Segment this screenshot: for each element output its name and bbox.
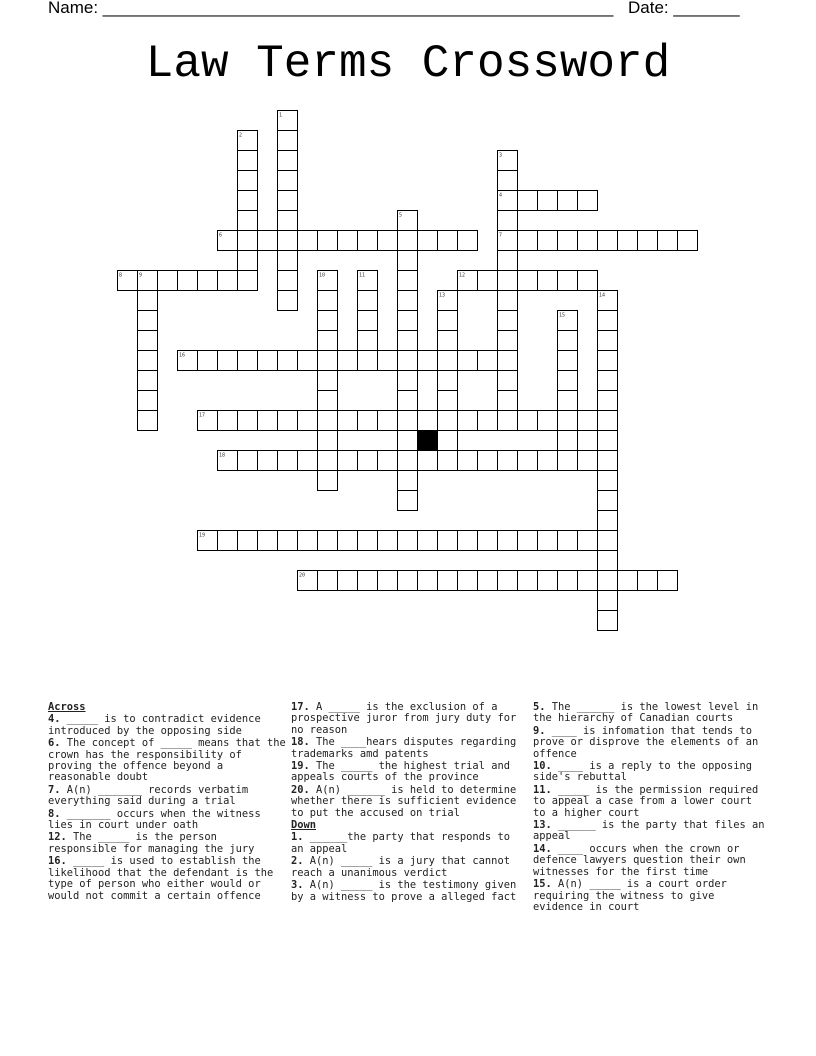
clue-number: 11.: [533, 783, 552, 796]
grid-cell[interactable]: [578, 271, 598, 291]
grid-cell[interactable]: [438, 391, 458, 411]
grid-cell[interactable]: [558, 451, 578, 471]
clue-item: [533, 844, 769, 878]
grid-cell[interactable]: [618, 571, 638, 591]
clue-number: 8.: [48, 807, 61, 820]
grid-cell[interactable]: [598, 451, 618, 471]
grid-cell[interactable]: [298, 451, 318, 471]
grid-cell[interactable]: [678, 231, 698, 251]
clue-number-label: 9: [139, 272, 143, 279]
grid-cell[interactable]: [438, 451, 458, 471]
grid-cell[interactable]: [558, 271, 578, 291]
clue-item: [48, 714, 286, 737]
grid-cell[interactable]: [258, 411, 278, 431]
grid-cell[interactable]: [298, 351, 318, 371]
clue-number-label: 18: [219, 452, 226, 459]
clue-number: 7.: [48, 783, 61, 796]
grid-cell[interactable]: [478, 531, 498, 551]
grid-cell[interactable]: [598, 471, 618, 491]
clue-number: 18.: [291, 736, 310, 749]
grid-cell[interactable]: [458, 231, 478, 251]
grid-cell[interactable]: [278, 531, 298, 551]
grid-cell[interactable]: [138, 411, 158, 431]
grid-cell[interactable]: [138, 391, 158, 411]
grid-cell[interactable]: [258, 531, 278, 551]
grid-cell[interactable]: [278, 451, 298, 471]
clue-item: [291, 702, 527, 736]
grid-cell[interactable]: [578, 191, 598, 211]
grid-cell[interactable]: [358, 231, 378, 251]
grid-cell[interactable]: [558, 391, 578, 411]
grid-cell[interactable]: [318, 391, 338, 411]
clue-item: [533, 702, 769, 725]
clue-text: _____ is used to establish the likelihood that the defendant is the type of person who either would or would not commit a certain offence: [48, 855, 274, 902]
grid-cell[interactable]: [278, 271, 298, 291]
grid-cell[interactable]: [418, 411, 438, 431]
grid-cell[interactable]: [478, 411, 498, 431]
grid-cell[interactable]: [358, 451, 378, 471]
grid-cell[interactable]: [438, 531, 458, 551]
grid-cell[interactable]: [658, 571, 678, 591]
clue-item: [291, 832, 527, 855]
grid-cell[interactable]: [238, 151, 258, 171]
grid-cell[interactable]: [438, 231, 458, 251]
grid-cell[interactable]: [598, 591, 618, 611]
grid-cell[interactable]: [438, 571, 458, 591]
grid-cell[interactable]: [598, 411, 618, 431]
grid-cell[interactable]: [318, 531, 338, 551]
grid-cell[interactable]: [418, 571, 438, 591]
date-field[interactable]: Date: _______: [628, 0, 740, 17]
grid-cell[interactable]: [238, 531, 258, 551]
grid-cell[interactable]: [458, 411, 478, 431]
clue-text: ____ occurs when the crown or defence lawyers question their own witnesses for the first time: [533, 842, 746, 878]
clue-number: 9.: [533, 724, 546, 737]
grid-cell[interactable]: [398, 491, 418, 511]
grid-cell[interactable]: [238, 271, 258, 291]
clue-number: 1.: [291, 831, 304, 844]
page-title: Law Terms Crossword: [145, 38, 671, 90]
clue-item: [533, 820, 769, 843]
grid-cell[interactable]: [578, 451, 598, 471]
grid-cell[interactable]: [518, 571, 538, 591]
grid-cell[interactable]: [558, 231, 578, 251]
clue-item: [291, 737, 527, 760]
clue-text: A(n) ______ is held to determine whether there is sufficient evidence to put the accused on trial: [291, 783, 517, 819]
grid-cell[interactable]: [558, 571, 578, 591]
grid-cell[interactable]: [338, 231, 358, 251]
grid-cell[interactable]: [498, 351, 518, 371]
grid-cell[interactable]: [658, 231, 678, 251]
clue-number: 13.: [533, 819, 552, 832]
grid-cell[interactable]: [278, 211, 298, 231]
clue-text: A(n) _____ is a court order requiring the witness to give evidence in court: [533, 878, 727, 913]
clue-number-label: 20: [299, 572, 306, 579]
grid-cell[interactable]: [398, 571, 418, 591]
clue-item: [533, 761, 769, 784]
grid-cell[interactable]: [378, 351, 398, 371]
clue-number-label: 8: [119, 272, 123, 279]
clue-number-label: 16: [179, 352, 186, 359]
grid-cell[interactable]: [478, 451, 498, 471]
clue-number: 2.: [291, 855, 304, 868]
grid-cell[interactable]: [338, 351, 358, 371]
clue-number-label: 5: [399, 212, 403, 219]
clue-text: A(n) _____ is a jury that cannot reach a unanimous verdict: [291, 855, 510, 879]
grid-cell[interactable]: [618, 231, 638, 251]
clue-number: 20.: [291, 783, 310, 796]
grid-cell[interactable]: [138, 351, 158, 371]
grid-cell[interactable]: [138, 311, 158, 331]
clue-number-label: 4: [499, 192, 503, 199]
clue-number: 17.: [291, 701, 310, 713]
grid-cell[interactable]: [598, 371, 618, 391]
grid-cell[interactable]: [458, 351, 478, 371]
grid-cell[interactable]: [598, 491, 618, 511]
grid-cell[interactable]: [598, 391, 618, 411]
grid-cell[interactable]: [558, 351, 578, 371]
grid-cell[interactable]: [518, 411, 538, 431]
grid-cell[interactable]: [278, 411, 298, 431]
grid-cell[interactable]: [398, 291, 418, 311]
clue-item: [533, 726, 769, 760]
clue-number-label: 19: [199, 532, 206, 539]
grid-cell[interactable]: [358, 311, 378, 331]
grid-cell[interactable]: [518, 271, 538, 291]
clue-item: [533, 785, 769, 819]
grid-cell[interactable]: [538, 411, 558, 431]
clue-item: [48, 785, 286, 808]
grid-cell[interactable]: [518, 191, 538, 211]
clue-number-label: 13: [439, 292, 446, 299]
grid-cell[interactable]: [378, 451, 398, 471]
grid-cell[interactable]: [398, 351, 418, 371]
clue-item: [48, 832, 286, 855]
grid-cell[interactable]: [398, 431, 418, 451]
clue-text: ______ is the party that files an appeal: [533, 819, 765, 843]
grid-cell[interactable]: [398, 271, 418, 291]
grid-cell[interactable]: [598, 311, 618, 331]
clue-number: 4.: [48, 713, 61, 726]
grid-cell[interactable]: [638, 231, 658, 251]
grid-cell[interactable]: [378, 231, 398, 251]
grid-cell[interactable]: [218, 351, 238, 371]
grid-cell[interactable]: [558, 531, 578, 551]
clue-number: 15.: [533, 878, 552, 891]
grid-cell[interactable]: [598, 531, 618, 551]
clue-number-label: 7: [499, 232, 503, 239]
grid-cell[interactable]: [338, 531, 358, 551]
grid-cell[interactable]: [578, 571, 598, 591]
grid-cell[interactable]: [518, 531, 538, 551]
grid-cell[interactable]: [578, 231, 598, 251]
clue-text: The ____hears disputes regarding trademarks amd patents: [291, 736, 517, 760]
grid-cell[interactable]: [278, 131, 298, 151]
clue-text: A(n) _____ is the testimony given by a witness to prove a alleged fact: [291, 879, 517, 903]
clue-text: A _____ is the exclusion of a prospective juror from jury duty for no reason: [291, 701, 517, 736]
grid-cell[interactable]: [458, 451, 478, 471]
clue-text: _____ is the permission required to appeal a case from a lower court to a higher court: [533, 783, 759, 819]
across-heading: Across: [48, 701, 86, 713]
grid-cell[interactable]: [358, 351, 378, 371]
grid-cell[interactable]: [598, 431, 618, 451]
clue-text: ____ is a reply to the opposing side's rebuttal: [533, 760, 752, 784]
grid-cell[interactable]: [538, 191, 558, 211]
grid-cell[interactable]: [598, 351, 618, 371]
grid-cell[interactable]: [398, 451, 418, 471]
grid-cell[interactable]: [418, 351, 438, 371]
grid-cell[interactable]: [338, 451, 358, 471]
clue-number-label: 10: [319, 272, 326, 279]
clue-number: 6.: [48, 737, 61, 750]
grid-cell[interactable]: [238, 231, 258, 251]
grid-cell[interactable]: [318, 571, 338, 591]
grid-cell[interactable]: [278, 291, 298, 311]
clue-text: The _____ is the person responsible for managing the jury: [48, 831, 255, 855]
grid-cell[interactable]: [338, 411, 358, 431]
clue-text: A(n) _______ records verbatim everything said during a trial: [48, 783, 249, 808]
grid-cell[interactable]: [538, 571, 558, 591]
grid-cell[interactable]: [418, 231, 438, 251]
grid-cell[interactable]: [278, 251, 298, 271]
clue-number: 12.: [48, 831, 67, 844]
grid-cell[interactable]: [498, 531, 518, 551]
clue-item: [533, 879, 769, 913]
clue-item: [291, 880, 527, 903]
grid-cell[interactable]: [358, 291, 378, 311]
clue-text: The concept of _____ means that the crown has the responsibility of proving the offence beyond a reasonable doubt: [48, 737, 286, 784]
grid-cell[interactable]: [418, 451, 438, 471]
grid-cell[interactable]: [238, 171, 258, 191]
grid-cell[interactable]: [138, 371, 158, 391]
grid-cell[interactable]: [318, 331, 338, 351]
grid-cell[interactable]: [478, 351, 498, 371]
grid-cell[interactable]: [158, 271, 178, 291]
grid-cell[interactable]: [278, 191, 298, 211]
grid-cell[interactable]: [318, 371, 338, 391]
grid-cell[interactable]: [278, 231, 298, 251]
grid-cell[interactable]: [218, 271, 238, 291]
grid-cell[interactable]: [418, 531, 438, 551]
grid-cell[interactable]: [498, 251, 518, 271]
grid-cell[interactable]: [598, 611, 618, 631]
grid-cell[interactable]: [438, 351, 458, 371]
grid-cell[interactable]: [238, 191, 258, 211]
grid-cell[interactable]: [478, 571, 498, 591]
clue-item: [48, 809, 286, 832]
grid-cell[interactable]: [518, 451, 538, 471]
clue-number-label: 14: [599, 292, 606, 299]
clue-text: ______the party that responds to an appeal: [291, 831, 510, 855]
clue-number-label: 12: [459, 272, 466, 279]
grid-cell[interactable]: [358, 571, 378, 591]
clue-number: 16.: [48, 855, 67, 868]
clue-number: 3.: [291, 879, 304, 892]
grid-cell[interactable]: [218, 411, 238, 431]
grid-cell[interactable]: [438, 411, 458, 431]
grid-cell[interactable]: [218, 531, 238, 551]
grid-cell[interactable]: [378, 571, 398, 591]
grid-cell[interactable]: [358, 411, 378, 431]
grid-cell[interactable]: [558, 371, 578, 391]
clue-number: 14.: [533, 842, 552, 855]
grid-cell[interactable]: [498, 371, 518, 391]
clue-number-label: 1: [279, 112, 283, 119]
grid-cell[interactable]: [598, 511, 618, 531]
grid-cell[interactable]: [498, 211, 518, 231]
black-cell: [418, 431, 438, 451]
grid-cell[interactable]: [598, 331, 618, 351]
grid-cell[interactable]: [438, 431, 458, 451]
grid-cell[interactable]: [518, 231, 538, 251]
grid-cell[interactable]: [498, 271, 518, 291]
grid-cell[interactable]: [498, 311, 518, 331]
grid-cell[interactable]: [398, 231, 418, 251]
grid-cell[interactable]: [318, 291, 338, 311]
grid-cell[interactable]: [378, 411, 398, 431]
clue-number-label: 3: [499, 152, 503, 159]
grid-cell[interactable]: [398, 371, 418, 391]
grid-cell[interactable]: [318, 351, 338, 371]
clue-number: 10.: [533, 760, 552, 773]
grid-cell[interactable]: [358, 331, 378, 351]
clues-column-1: [48, 702, 286, 903]
grid-cell[interactable]: [558, 431, 578, 451]
grid-cell[interactable]: [398, 331, 418, 351]
clue-number-label: 17: [199, 412, 206, 419]
grid-cell[interactable]: [278, 351, 298, 371]
grid-cell[interactable]: [558, 411, 578, 431]
grid-cell[interactable]: [498, 411, 518, 431]
grid-cell[interactable]: [398, 311, 418, 331]
grid-cell[interactable]: [238, 211, 258, 231]
grid-cell[interactable]: [458, 571, 478, 591]
grid-cell[interactable]: [498, 571, 518, 591]
clue-number-label: 2: [239, 132, 243, 139]
grid-cell[interactable]: [198, 351, 218, 371]
clue-item: [48, 738, 286, 784]
clue-item: [291, 785, 527, 819]
clue-text: _____ is to contradict evidence introduced by the opposing side: [48, 713, 261, 737]
grid-cell[interactable]: [438, 331, 458, 351]
clue-text: The _____ the highest trial and appeals courts of the province: [291, 760, 510, 784]
grid-cell[interactable]: [538, 531, 558, 551]
grid-cell[interactable]: [598, 551, 618, 571]
grid-cell[interactable]: [538, 451, 558, 471]
grid-cell[interactable]: [538, 271, 558, 291]
clue-text: _______ occurs when the witness lies in court under oath: [48, 807, 261, 832]
grid-cell[interactable]: [318, 431, 338, 451]
name-field[interactable]: Name: ______________________________________________________: [48, 0, 614, 17]
grid-cell[interactable]: [498, 291, 518, 311]
grid-cell[interactable]: [318, 411, 338, 431]
clue-number-label: 6: [219, 232, 223, 239]
grid-cell[interactable]: [578, 531, 598, 551]
grid-cell[interactable]: [398, 411, 418, 431]
grid-cell[interactable]: [258, 451, 278, 471]
grid-cell[interactable]: [318, 311, 338, 331]
grid-cell[interactable]: [498, 451, 518, 471]
grid-cell[interactable]: [258, 351, 278, 371]
grid-cell[interactable]: [498, 391, 518, 411]
grid-cell[interactable]: [338, 571, 358, 591]
grid-cell[interactable]: [398, 251, 418, 271]
grid-cell[interactable]: [138, 291, 158, 311]
grid-cell[interactable]: [258, 231, 278, 251]
grid-cell[interactable]: [598, 231, 618, 251]
grid-cell[interactable]: [318, 451, 338, 471]
grid-cell[interactable]: [298, 531, 318, 551]
grid-cell[interactable]: [298, 411, 318, 431]
grid-cell[interactable]: [278, 151, 298, 171]
down-heading: Down: [291, 819, 317, 832]
grid-cell[interactable]: [598, 571, 618, 591]
grid-cell[interactable]: [398, 471, 418, 491]
clue-number: 19.: [291, 760, 310, 773]
grid-cell[interactable]: [478, 271, 498, 291]
grid-cell[interactable]: [638, 571, 658, 591]
clues-column-2: [291, 702, 527, 904]
grid-cell[interactable]: [438, 371, 458, 391]
grid-cell[interactable]: [298, 231, 318, 251]
clue-number-label: 11: [359, 272, 366, 279]
grid-cell[interactable]: [438, 311, 458, 331]
clue-number-label: 15: [559, 312, 566, 319]
clue-item: [291, 761, 527, 784]
clue-item: [48, 856, 286, 902]
grid-cell[interactable]: [278, 171, 298, 191]
clues-column-3: [533, 702, 769, 914]
grid-cell[interactable]: [198, 271, 218, 291]
grid-cell[interactable]: [238, 451, 258, 471]
grid-cell[interactable]: [318, 471, 338, 491]
grid-cell[interactable]: [358, 531, 378, 551]
grid-cell[interactable]: [558, 191, 578, 211]
grid-cell[interactable]: [498, 331, 518, 351]
grid-cell[interactable]: [558, 331, 578, 351]
grid-cell[interactable]: [498, 171, 518, 191]
clue-text: ____ is infomation that tends to prove or disprove the elements of an offence: [533, 724, 759, 760]
grid-cell[interactable]: [318, 231, 338, 251]
grid-cell[interactable]: [238, 251, 258, 271]
grid-cell[interactable]: [138, 331, 158, 351]
grid-cell[interactable]: [538, 231, 558, 251]
grid-cell[interactable]: [578, 411, 598, 431]
grid-cell[interactable]: [238, 351, 258, 371]
grid-cell[interactable]: [178, 271, 198, 291]
grid-cell[interactable]: [378, 531, 398, 551]
grid-cell[interactable]: [238, 411, 258, 431]
grid-cell[interactable]: [398, 531, 418, 551]
grid-cell[interactable]: [398, 391, 418, 411]
clue-item: [291, 856, 527, 879]
grid-cell[interactable]: [458, 531, 478, 551]
clue-text: The ______ is the lowest level in the hierarchy of Canadian courts: [533, 701, 759, 725]
clue-number: 5.: [533, 701, 546, 713]
